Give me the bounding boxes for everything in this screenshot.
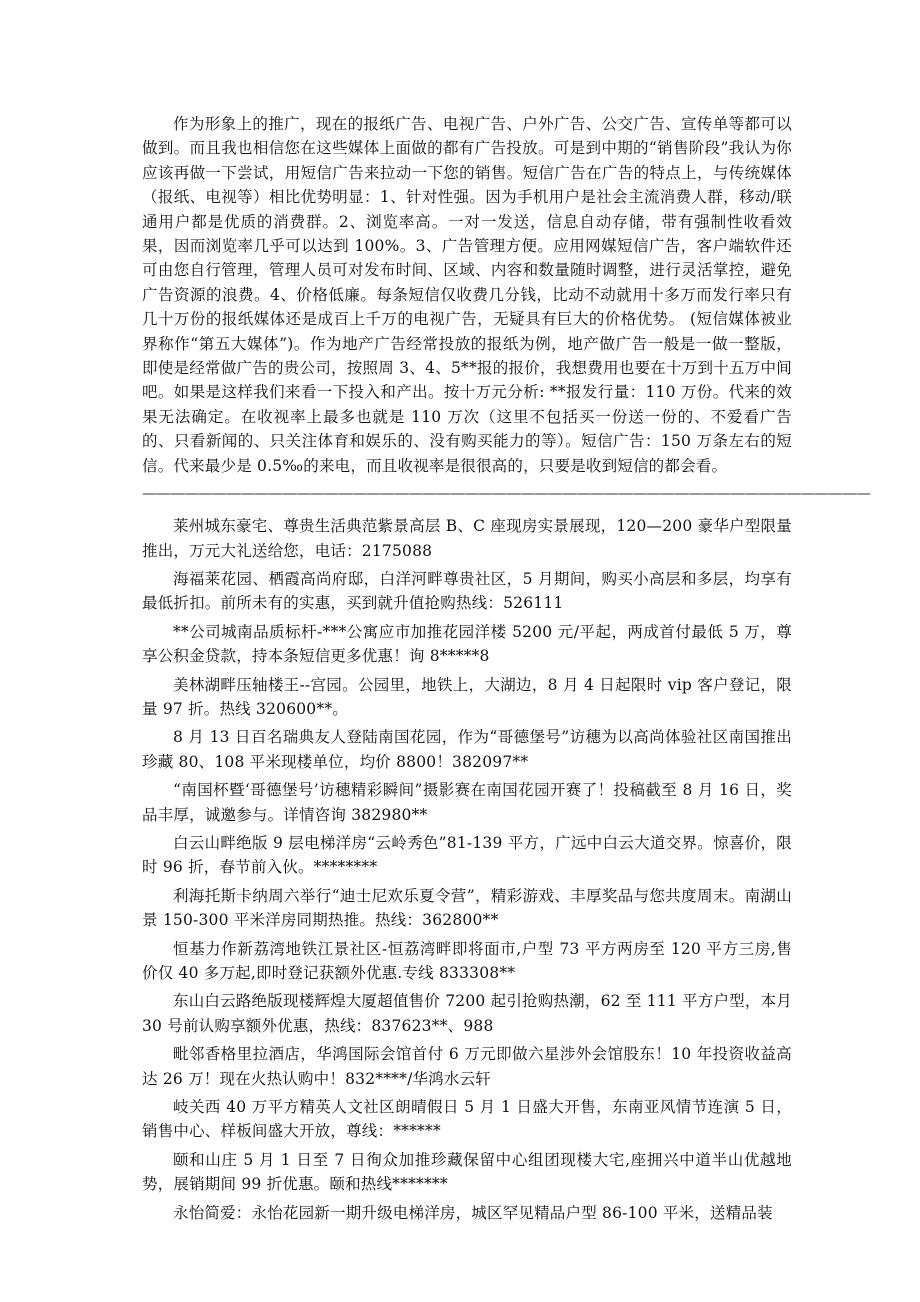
sms-example: 东山白云路绝版现楼辉煌大厦超值售价 7200 起引抢购热潮，62 至 111 平方户型，本月 30 号前认购享额外优惠，热线：837623**、988 xyxy=(142,992,792,1035)
sms-example: **公司城南品质标杆-***公寓应市加推花园洋楼 5200 元/平起，两成首付最低 5 万，尊享公积金贷款，持本条短信更多优惠！询 8*****8 xyxy=(142,622,792,666)
sms-example: 莱州城东豪宅、尊贵生活典范紫景高层 B、C 座现房实景展现，120—200 豪华户型限量推出，万元大礼送给您，电话：2175088 xyxy=(142,517,792,560)
sms-example: 8 月 13 日百名瑞典友人登陆南国花园，作为“哥德堡号”访穗为以高尚体验社区南国推出珍藏 80、108 平米现楼单位，均价 8800！382097** xyxy=(142,728,792,771)
sms-example-list xyxy=(142,514,792,1225)
intro-paragraph: 作为形象上的推广，现在的报纸广告、电视广告、户外广告、公交广告、宣传单等都可以做到。而且我也相信您在这些媒体上面做的都有广告投放。可是到中期的“销售阶段”我认为你应该再做一下尝试，用短信广告来拉动一下您的销售。短信广告在广告的特点上，与传统媒体（报纸、电视等）相比优势明显：1、针对性强。因为手机用户是社会主流消费人群，移动/联通用户都是优质的消费群。2、浏览率高。一对一发送，信息自动存储，带有强制性收看效果，因而浏览率几乎可以达到 100%。3、广告管理方便。应用网媒短信广告，客户端软件还可由您自行管理，管理人员可对发布时间、区域、内容和数量随时调整，进行灵活掌控，避免广告资源的浪费。4、价格低廉。每条短信仅收费几分钱，比动不动就用十多万而发行率只有几十万份的报纸媒体还是成百上千万的电视广告，无疑具有巨大的价格优势。 (短信媒体被业界称作“第五大媒体”)。作为地产广告经常投放的报纸为例，地产做广告一般是一做一整版，即使是经常做广告的贵公司，按照周 3、4、5**报的报价，我想费用也要在十万到十五万中间吧。如果是这样我们来看一下投入和产出。按十万元分析: **报发行量：110 万份。代来的效果无法确定。在收视率上最多也就是 110 万次（这里不包括买一份送一份的、不爱看广告的、只看新闻的、只关注体育和娱乐的、没有购买能力的等）。短信广告：150 万条左右的短信。代来最少是 0.5‰的来电，而且收视率是很很高的，只要是收到短信的都会看。 xyxy=(142,115,792,475)
sms-example: 白云山畔绝版 9 层电梯洋房“云岭秀色”81-139 平方，广远中白云大道交界。惊喜价，限时 96 折，春节前入伙。******** xyxy=(142,833,792,877)
sms-example: 美林湖畔压轴楼王--宫园。公园里，地铁上，大湖边，8 月 4 日起限时 vip 客户登记，限量 97 折。热线 320600**。 xyxy=(142,675,792,718)
sms-example: 毗邻香格里拉酒店，华鸿国际会馆首付 6 万元即做六星涉外会馆股东！10 年投资收益高达 26 万！现在火热认购中！832****/华鸿水云轩 xyxy=(142,1045,792,1088)
sms-example: 永怡简爱：永怡花园新一期升级电梯洋房，城区罕见精品户型 86-100 平米，送精品装 xyxy=(173,1203,773,1222)
document-body xyxy=(142,112,870,1229)
sms-example: 利海托斯卡纳周六举行“迪士尼欢乐夏令营”，精彩游戏、丰厚奖品与您共度周末。南湖山景 150-300 平米洋房同期热推。热线：362800** xyxy=(142,886,792,930)
sms-example: “南国杯暨‘哥德堡号’访穗精彩瞬间”摄影赛在南国花园开赛了！投稿截至 8 月 16 日，奖品丰厚，诚邀参与。详情咨询 382980** xyxy=(142,781,792,824)
sms-example: 海福莱花园、栖霞高尚府邸，白洋河畔尊贵社区，5 月期间，购买小高层和多层，均享有最低折扣。前所未有的实惠，买到就升值抢购热线：526111 xyxy=(142,569,792,613)
sms-example: 岐关西 40 万平方精英人文社区朗晴假日 5 月 1 日盛大开售，东南亚风情节连演 5 日，销售中心、样板间盛大开放，尊线：****** xyxy=(142,1098,792,1141)
section-divider: ———————————————————————————————————————————————————— xyxy=(142,484,870,503)
sms-example: 颐和山庄 5 月 1 日至 7 日徇众加推珍藏保留中心组团现楼大宅,座拥兴中道半山优越地势，展销期间 99 折优惠。颐和热线******* xyxy=(142,1150,792,1194)
sms-example: 恒基力作新荔湾地铁江景社区-恒荔湾畔即将面市,户型 73 平方两房至 120 平方三房,售价仅 40 多万起,即时登记获额外优惠.专线 833308** xyxy=(142,939,792,982)
